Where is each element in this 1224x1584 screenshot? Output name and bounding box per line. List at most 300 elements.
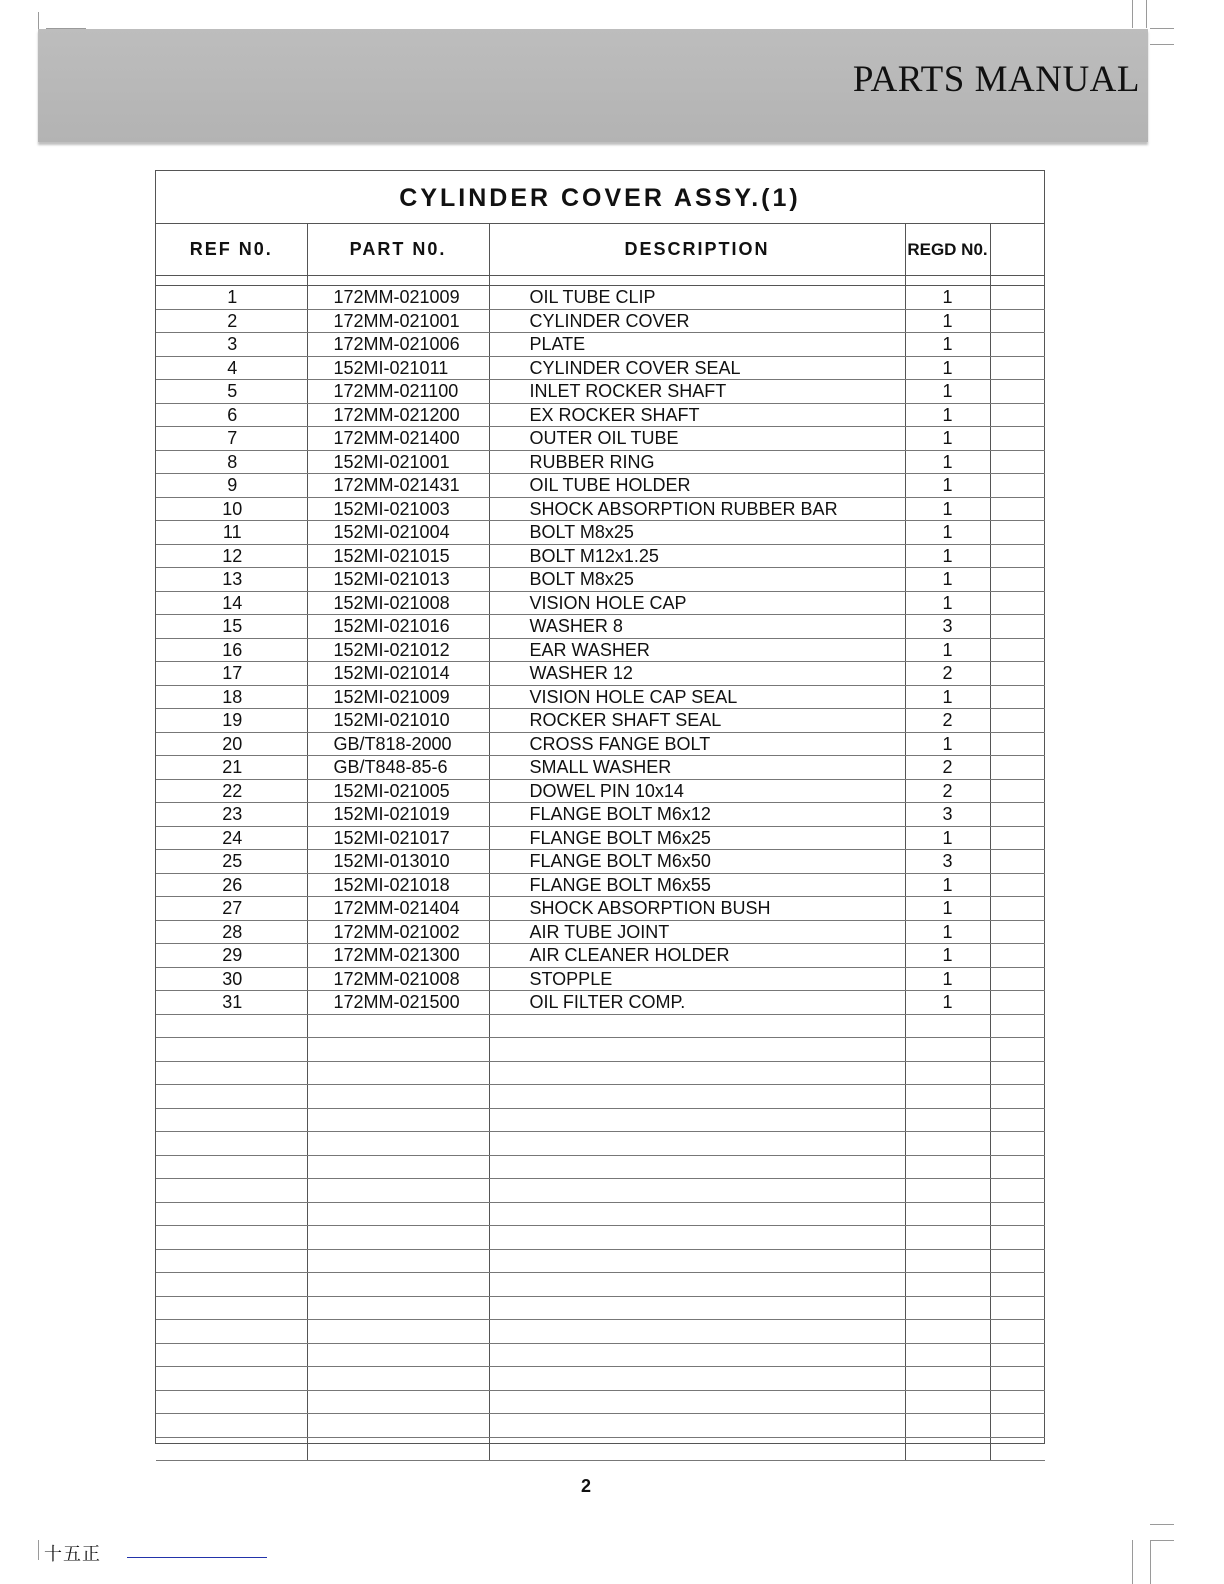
- cell-part: 152MI-013010: [307, 850, 489, 874]
- cell-blank: [990, 286, 1045, 310]
- table-row: [156, 286, 1045, 310]
- cell-part: 172MM-021431: [307, 474, 489, 498]
- table-cell: [990, 1155, 1045, 1179]
- cell-blank: [990, 403, 1045, 427]
- table-body: [156, 276, 1045, 1461]
- cell-desc: SHOCK ABSORPTION BUSH: [489, 897, 905, 921]
- cell-qty: 1: [905, 380, 990, 404]
- table-cell: [990, 1179, 1045, 1203]
- table-cell: [489, 1390, 905, 1414]
- cell-ref: 30: [156, 967, 307, 991]
- table-row: [156, 756, 1045, 780]
- table-cell: [489, 1085, 905, 1109]
- empty-row: [156, 1014, 1045, 1038]
- cell-blank: [990, 497, 1045, 521]
- cell-ref: 27: [156, 897, 307, 921]
- page-number: 2: [580, 1476, 591, 1496]
- cell-desc: CYLINDER COVER SEAL: [489, 356, 905, 380]
- table-row: [156, 873, 1045, 897]
- table-row: [156, 991, 1045, 1015]
- table-cell: [489, 1226, 905, 1250]
- table-cell: [905, 1437, 990, 1461]
- cell-ref: 20: [156, 732, 307, 756]
- table-cell: [307, 1038, 489, 1062]
- table-row: [156, 309, 1045, 333]
- cell-blank: [990, 591, 1045, 615]
- table-cell: [307, 1296, 489, 1320]
- cell-part: 172MM-021500: [307, 991, 489, 1015]
- table-row: [156, 638, 1045, 662]
- table-row: [156, 356, 1045, 380]
- cell-part: 152MI-021017: [307, 826, 489, 850]
- cell-ref: 26: [156, 873, 307, 897]
- empty-row: [156, 1155, 1045, 1179]
- empty-row: [156, 1108, 1045, 1132]
- table-cell: [156, 1226, 307, 1250]
- crop-mark: [1150, 1540, 1174, 1541]
- table-cell: [489, 1132, 905, 1156]
- table-cell: [905, 1085, 990, 1109]
- table-row: [156, 779, 1045, 803]
- table-cell: [990, 276, 1045, 286]
- table-cell: [990, 1390, 1045, 1414]
- table-row: [156, 521, 1045, 545]
- cell-part: 152MI-021019: [307, 803, 489, 827]
- cell-part: 152MI-021016: [307, 615, 489, 639]
- cell-blank: [990, 333, 1045, 357]
- table-cell: [307, 1414, 489, 1438]
- cell-desc: EAR WASHER: [489, 638, 905, 662]
- table-cell: [307, 1085, 489, 1109]
- table-cell: [905, 1367, 990, 1391]
- cell-qty: 1: [905, 568, 990, 592]
- col-header-description: DESCRIPTION: [489, 224, 905, 276]
- table-cell: [156, 1414, 307, 1438]
- cell-desc: OUTER OIL TUBE: [489, 427, 905, 451]
- table-cell: [156, 1437, 307, 1461]
- table-cell: [905, 1038, 990, 1062]
- table-cell: [307, 1108, 489, 1132]
- cell-ref: 25: [156, 850, 307, 874]
- cell-blank: [990, 568, 1045, 592]
- table-cell: [905, 1343, 990, 1367]
- cell-qty: 1: [905, 403, 990, 427]
- table-cell: [905, 1202, 990, 1226]
- cell-qty: 3: [905, 803, 990, 827]
- table-row: [156, 685, 1045, 709]
- cell-qty: 1: [905, 944, 990, 968]
- table-cell: [307, 276, 489, 286]
- table-cell: [990, 1273, 1045, 1297]
- empty-row: [156, 1414, 1045, 1438]
- cell-qty: 1: [905, 920, 990, 944]
- cell-desc: BOLT M12x1.25: [489, 544, 905, 568]
- cell-qty: 1: [905, 873, 990, 897]
- table-cell: [990, 1320, 1045, 1344]
- col-header-blank: [990, 224, 1045, 276]
- cell-ref: 8: [156, 450, 307, 474]
- table-row: [156, 568, 1045, 592]
- table-cell: [156, 1343, 307, 1367]
- table-cell: [156, 1108, 307, 1132]
- cell-ref: 24: [156, 826, 307, 850]
- empty-row: [156, 1038, 1045, 1062]
- cell-blank: [990, 897, 1045, 921]
- cell-ref: 19: [156, 709, 307, 733]
- table-row: [156, 544, 1045, 568]
- crop-mark: [1150, 28, 1174, 29]
- cell-qty: 1: [905, 967, 990, 991]
- cell-blank: [990, 450, 1045, 474]
- cell-blank: [990, 967, 1045, 991]
- cell-part: 172MM-021001: [307, 309, 489, 333]
- table-cell: [307, 1155, 489, 1179]
- table-cell: [307, 1249, 489, 1273]
- cell-part: 152MI-021001: [307, 450, 489, 474]
- crop-mark: [46, 28, 86, 29]
- cell-desc: FLANGE BOLT M6x55: [489, 873, 905, 897]
- table-cell: [489, 1249, 905, 1273]
- cell-blank: [990, 638, 1045, 662]
- table-row: [156, 850, 1045, 874]
- table-cell: [156, 1132, 307, 1156]
- empty-row: [156, 1320, 1045, 1344]
- cell-part: 172MM-021400: [307, 427, 489, 451]
- cell-desc: SHOCK ABSORPTION RUBBER BAR: [489, 497, 905, 521]
- empty-row: [156, 1061, 1045, 1085]
- table-cell: [905, 1226, 990, 1250]
- table-cell: [156, 276, 307, 286]
- table-row: [156, 897, 1045, 921]
- cell-blank: [990, 380, 1045, 404]
- cell-qty: 1: [905, 544, 990, 568]
- table-cell: [990, 1014, 1045, 1038]
- cell-part: 152MI-021018: [307, 873, 489, 897]
- empty-row: [156, 1437, 1045, 1461]
- cell-ref: 6: [156, 403, 307, 427]
- cell-part: GB/T818-2000: [307, 732, 489, 756]
- cell-desc: OIL TUBE CLIP: [489, 286, 905, 310]
- cell-part: 152MI-021015: [307, 544, 489, 568]
- cell-blank: [990, 779, 1045, 803]
- table-cell: [990, 1414, 1045, 1438]
- cell-qty: 1: [905, 309, 990, 333]
- cell-desc: BOLT M8x25: [489, 568, 905, 592]
- parts-sheet: [155, 170, 1045, 1444]
- table-cell: [489, 276, 905, 286]
- cell-blank: [990, 756, 1045, 780]
- table-cell: [990, 1108, 1045, 1132]
- table-cell: [307, 1390, 489, 1414]
- cell-ref: 23: [156, 803, 307, 827]
- cell-part: 152MI-021010: [307, 709, 489, 733]
- table-cell: [905, 1390, 990, 1414]
- cell-ref: 5: [156, 380, 307, 404]
- table-cell: [905, 1155, 990, 1179]
- cell-blank: [990, 826, 1045, 850]
- table-row: [156, 944, 1045, 968]
- cell-blank: [990, 427, 1045, 451]
- cell-desc: AIR CLEANER HOLDER: [489, 944, 905, 968]
- cell-desc: VISION HOLE CAP SEAL: [489, 685, 905, 709]
- table-cell: [990, 1132, 1045, 1156]
- table-cell: [489, 1296, 905, 1320]
- cell-part: 172MM-021300: [307, 944, 489, 968]
- cell-blank: [990, 662, 1045, 686]
- table-row: [156, 615, 1045, 639]
- cell-ref: 4: [156, 356, 307, 380]
- table-cell: [156, 1273, 307, 1297]
- table-cell: [489, 1343, 905, 1367]
- table-cell: [156, 1249, 307, 1273]
- cell-blank: [990, 944, 1045, 968]
- cell-desc: OIL FILTER COMP.: [489, 991, 905, 1015]
- table-cell: [489, 1108, 905, 1132]
- table-cell: [905, 1014, 990, 1038]
- col-header-ref: REF N0.: [156, 224, 307, 276]
- table-cell: [489, 1179, 905, 1203]
- cell-ref: 13: [156, 568, 307, 592]
- cell-ref: 9: [156, 474, 307, 498]
- cell-qty: 1: [905, 991, 990, 1015]
- table-cell: [489, 1202, 905, 1226]
- cell-ref: 22: [156, 779, 307, 803]
- cell-desc: WASHER 8: [489, 615, 905, 639]
- table-cell: [990, 1296, 1045, 1320]
- cell-part: 172MM-021002: [307, 920, 489, 944]
- cell-ref: 2: [156, 309, 307, 333]
- table-cell: [156, 1014, 307, 1038]
- empty-row: [156, 1390, 1045, 1414]
- cell-blank: [990, 474, 1045, 498]
- crop-mark: [1132, 0, 1133, 28]
- table-cell: [156, 1296, 307, 1320]
- cell-desc: AIR TUBE JOINT: [489, 920, 905, 944]
- cell-part: 152MI-021003: [307, 497, 489, 521]
- col-header-part: PART N0.: [307, 224, 489, 276]
- table-cell: [905, 1108, 990, 1132]
- cell-desc: CYLINDER COVER: [489, 309, 905, 333]
- parts-table: [156, 224, 1045, 1461]
- cell-ref: 7: [156, 427, 307, 451]
- empty-row: [156, 1202, 1045, 1226]
- empty-row: [156, 1085, 1045, 1109]
- cell-blank: [990, 521, 1045, 545]
- table-row: [156, 333, 1045, 357]
- table-cell: [905, 276, 990, 286]
- cell-qty: 1: [905, 356, 990, 380]
- table-row: [156, 427, 1045, 451]
- table-cell: [990, 1085, 1045, 1109]
- cell-qty: 1: [905, 897, 990, 921]
- cell-part: 152MI-021013: [307, 568, 489, 592]
- table-row: [156, 967, 1045, 991]
- table-header-row: [156, 224, 1045, 276]
- table-row: [156, 380, 1045, 404]
- cell-qty: 3: [905, 615, 990, 639]
- cell-qty: 1: [905, 591, 990, 615]
- table-cell: [489, 1014, 905, 1038]
- section-title: CYLINDER COVER ASSY.(1): [156, 171, 1044, 224]
- cell-desc: SMALL WASHER: [489, 756, 905, 780]
- cell-part: 172MM-021006: [307, 333, 489, 357]
- cell-desc: EX ROCKER SHAFT: [489, 403, 905, 427]
- cell-qty: 2: [905, 756, 990, 780]
- publisher-mark: 十五正: [44, 1544, 101, 1565]
- publisher-underline: [127, 1557, 267, 1558]
- empty-row: [156, 1226, 1045, 1250]
- cell-desc: FLANGE BOLT M6x50: [489, 850, 905, 874]
- table-cell: [156, 1367, 307, 1391]
- cell-part: 172MM-021200: [307, 403, 489, 427]
- cell-part: 152MI-021011: [307, 356, 489, 380]
- table-cell: [156, 1202, 307, 1226]
- cell-ref: 16: [156, 638, 307, 662]
- table-row: [156, 826, 1045, 850]
- cell-ref: 17: [156, 662, 307, 686]
- cell-blank: [990, 615, 1045, 639]
- cell-qty: 1: [905, 450, 990, 474]
- table-cell: [156, 1038, 307, 1062]
- crop-mark: [38, 12, 39, 29]
- table-cell: [156, 1320, 307, 1344]
- cell-qty: 1: [905, 333, 990, 357]
- table-cell: [156, 1061, 307, 1085]
- table-cell: [905, 1296, 990, 1320]
- cell-qty: 1: [905, 427, 990, 451]
- table-row: [156, 450, 1045, 474]
- cell-blank: [990, 991, 1045, 1015]
- cell-part: 152MI-021005: [307, 779, 489, 803]
- table-row: [156, 474, 1045, 498]
- cell-blank: [990, 873, 1045, 897]
- cell-desc: DOWEL PIN 10x14: [489, 779, 905, 803]
- cell-blank: [990, 920, 1045, 944]
- table-cell: [990, 1249, 1045, 1273]
- cell-desc: RUBBER RING: [489, 450, 905, 474]
- cell-blank: [990, 309, 1045, 333]
- table-cell: [489, 1414, 905, 1438]
- cell-blank: [990, 544, 1045, 568]
- cell-blank: [990, 850, 1045, 874]
- crop-mark: [1150, 44, 1174, 45]
- empty-row: [156, 1343, 1045, 1367]
- table-cell: [307, 1014, 489, 1038]
- table-cell: [307, 1132, 489, 1156]
- crop-mark: [1150, 1540, 1151, 1584]
- crop-mark: [1132, 1540, 1133, 1584]
- table-cell: [307, 1437, 489, 1461]
- table-cell: [156, 1179, 307, 1203]
- cell-ref: 31: [156, 991, 307, 1015]
- table-cell: [307, 1367, 489, 1391]
- cell-qty: 1: [905, 638, 990, 662]
- cell-qty: 1: [905, 732, 990, 756]
- table-cell: [489, 1273, 905, 1297]
- table-row: [156, 591, 1045, 615]
- cell-qty: 1: [905, 286, 990, 310]
- table-cell: [307, 1202, 489, 1226]
- table-row: [156, 920, 1045, 944]
- cell-desc: BOLT M8x25: [489, 521, 905, 545]
- cell-ref: 28: [156, 920, 307, 944]
- table-row: [156, 662, 1045, 686]
- cell-qty: 1: [905, 826, 990, 850]
- table-cell: [905, 1179, 990, 1203]
- cell-ref: 29: [156, 944, 307, 968]
- table-cell: [990, 1202, 1045, 1226]
- table-cell: [489, 1061, 905, 1085]
- cell-ref: 21: [156, 756, 307, 780]
- table-cell: [489, 1155, 905, 1179]
- table-cell: [990, 1226, 1045, 1250]
- cell-blank: [990, 732, 1045, 756]
- cell-part: 172MM-021008: [307, 967, 489, 991]
- table-cell: [990, 1437, 1045, 1461]
- cell-qty: 1: [905, 685, 990, 709]
- table-gap-row: [156, 276, 1045, 286]
- empty-row: [156, 1367, 1045, 1391]
- crop-mark: [1146, 0, 1147, 28]
- empty-row: [156, 1296, 1045, 1320]
- cell-desc: WASHER 12: [489, 662, 905, 686]
- cell-blank: [990, 803, 1045, 827]
- cell-qty: 1: [905, 474, 990, 498]
- cell-ref: 14: [156, 591, 307, 615]
- table-cell: [990, 1061, 1045, 1085]
- table-cell: [990, 1343, 1045, 1367]
- table-row: [156, 803, 1045, 827]
- cell-desc: INLET ROCKER SHAFT: [489, 380, 905, 404]
- cell-part: GB/T848-85-6: [307, 756, 489, 780]
- cell-desc: OIL TUBE HOLDER: [489, 474, 905, 498]
- cell-desc: STOPPLE: [489, 967, 905, 991]
- cell-qty: 3: [905, 850, 990, 874]
- cell-desc: CROSS FANGE BOLT: [489, 732, 905, 756]
- cell-blank: [990, 685, 1045, 709]
- table-cell: [905, 1132, 990, 1156]
- cell-part: 172MM-021009: [307, 286, 489, 310]
- cell-ref: 15: [156, 615, 307, 639]
- table-cell: [905, 1273, 990, 1297]
- empty-row: [156, 1249, 1045, 1273]
- table-cell: [489, 1038, 905, 1062]
- table-cell: [905, 1414, 990, 1438]
- cell-ref: 18: [156, 685, 307, 709]
- table-cell: [156, 1085, 307, 1109]
- table-row: [156, 403, 1045, 427]
- crop-mark: [1150, 1524, 1174, 1525]
- table-cell: [307, 1343, 489, 1367]
- cell-part: 152MI-021004: [307, 521, 489, 545]
- cell-ref: 12: [156, 544, 307, 568]
- cell-part: 152MI-021009: [307, 685, 489, 709]
- table-cell: [489, 1367, 905, 1391]
- table-cell: [905, 1249, 990, 1273]
- col-header-regd: REGD N0.: [905, 224, 990, 276]
- cell-ref: 10: [156, 497, 307, 521]
- cell-part: 172MM-021100: [307, 380, 489, 404]
- table-cell: [489, 1320, 905, 1344]
- cell-desc: ROCKER SHAFT SEAL: [489, 709, 905, 733]
- table-cell: [990, 1367, 1045, 1391]
- table-cell: [489, 1437, 905, 1461]
- cell-blank: [990, 709, 1045, 733]
- cell-desc: VISION HOLE CAP: [489, 591, 905, 615]
- empty-row: [156, 1273, 1045, 1297]
- table-cell: [905, 1061, 990, 1085]
- cell-ref: 1: [156, 286, 307, 310]
